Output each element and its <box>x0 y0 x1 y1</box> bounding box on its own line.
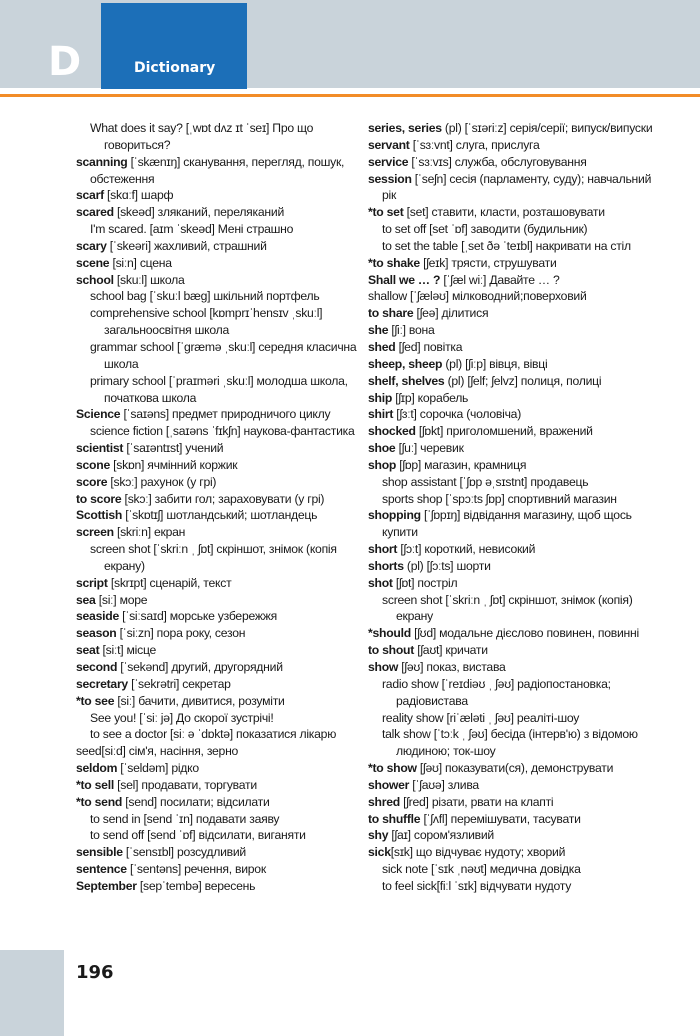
dictionary-entry <box>368 575 666 592</box>
entry-headword: service <box>368 154 409 169</box>
dictionary-entry <box>368 592 666 626</box>
entry-headword: September <box>76 878 137 893</box>
entry-definition: school bag [ˈskuːl bæg] шкільний портфель <box>90 289 320 304</box>
entry-headword: ship <box>368 390 393 405</box>
entry-definition: shallow [ˈʃæləʊ] мілководний;поверховий <box>368 289 587 304</box>
dictionary-entry <box>368 676 666 710</box>
entry-headword: scared <box>76 205 114 220</box>
entry-definition: [send] посилати; відсилати <box>122 794 270 809</box>
entry-definition: to see a doctor [siː ə ˈdɒktə] показатися лікарю <box>90 727 337 742</box>
entry-headword: Scottish <box>76 508 123 523</box>
entry-headword: to shuffle <box>368 811 421 826</box>
entry-definition: screen shot [ˈskriːn ˌ ʃɒt] скріншот, знімок (копія) екрану <box>382 592 633 624</box>
entry-definition: [siː] бачити, дивитися, розуміти <box>114 693 285 708</box>
entry-definition: [skrɪpt] сценарій, текст <box>107 575 232 590</box>
entry-definition: [ʃaɪ] сором'язливий <box>388 828 494 843</box>
dictionary-entry <box>76 659 364 676</box>
dictionary-entry <box>76 642 364 659</box>
entry-definition: primary school [ˈpraɪməri ˌskuːl] молодша школа, початкова школа <box>90 373 348 405</box>
entry-headword: Shall we … ? <box>368 272 441 287</box>
dictionary-entry <box>76 575 364 592</box>
entry-definition: (pl) [ʃiːp] вівця, вівці <box>442 356 548 371</box>
entry-headword: score <box>76 474 108 489</box>
dictionary-entry <box>368 878 666 895</box>
entry-definition: [ˈsiːsaɪd] морське узбережжя <box>118 609 278 624</box>
entry-headword: *to show <box>368 761 417 776</box>
dictionary-entry <box>76 457 364 474</box>
dictionary-entry <box>368 827 666 844</box>
dictionary-entry <box>368 440 666 457</box>
entry-headword: shower <box>368 777 410 792</box>
dictionary-entry <box>76 592 364 609</box>
entry-definition: sick note [ˈsɪk ˌnəʊt] медична довідка <box>382 862 581 877</box>
dictionary-entry <box>368 625 666 642</box>
entry-headword: second <box>76 660 118 674</box>
entry-definition: [ˈskænɪŋ] сканування, перегляд, пошук, обстеження <box>90 154 345 186</box>
entry-definition: [ʃiː] вона <box>388 323 435 338</box>
entry-headword: shy <box>368 828 389 843</box>
dictionary-entry <box>368 373 666 390</box>
page-number: 196 <box>76 962 114 983</box>
entry-headword: she <box>368 323 389 338</box>
entry-definition: [ˈʃæl wiː] Давайте … ? <box>440 272 560 287</box>
entry-headword: to share <box>368 306 414 321</box>
entry-headword: *to send <box>76 794 123 809</box>
entry-definition: sports shop [ˈspɔːts ʃɒp] спортивний магазин <box>382 491 617 506</box>
entry-headword: script <box>76 575 108 590</box>
entry-headword: shed <box>368 339 396 354</box>
entry-headword: servant <box>368 137 410 152</box>
dictionary-entry <box>368 794 666 811</box>
entry-headword: shop <box>368 457 397 472</box>
entry-headword: sheep, sheep <box>368 356 443 371</box>
entry-definition: [ʃuː] черевик <box>395 441 464 456</box>
entry-definition: [skɒn] ячмінний коржик <box>109 457 238 472</box>
entry-definition: What does it say? [ˌwɒt dʌz ɪt ˈseɪ] Про що говориться? <box>90 121 314 152</box>
dictionary-entry <box>76 726 364 743</box>
dictionary-entry <box>368 221 666 238</box>
dictionary-entry <box>368 120 666 137</box>
entry-headword: secretary <box>76 676 128 691</box>
dictionary-entry <box>368 272 666 289</box>
footer-band <box>0 950 64 1036</box>
entry-definition: [ˈsaɪəntɪst] учений <box>123 441 224 456</box>
entry-headword: sentence <box>76 862 127 877</box>
entry-definition: [ˈseldəm] рідко <box>117 761 199 776</box>
entry-definition: shop assistant [ˈʃɒp əˌsɪstnt] продавець <box>382 474 589 489</box>
entry-definition: [ʃʊd] модальне дієслово повинен, повинні <box>410 626 639 641</box>
entry-headword: session <box>368 171 412 186</box>
dictionary-entry <box>76 221 364 238</box>
dictionary-entry <box>368 507 666 541</box>
entry-definition: [ʃəʊ] показ, вистава <box>398 660 506 674</box>
entry-definition: seed[siːd] сім'я, насіння, зерно <box>76 744 239 759</box>
dictionary-entry <box>76 844 364 861</box>
entry-definition: (pl) [ʃelf; ʃelvz] полиця, полиці <box>444 373 602 388</box>
entry-definition: [set] ставити, класти, розташовувати <box>403 205 605 220</box>
entry-definition: [ˈsensɪbl] розсудливий <box>122 845 246 860</box>
entry-headword: sensible <box>76 845 123 860</box>
entry-definition: [ʃɒkt] приголомшений, вражений <box>415 424 593 439</box>
entry-definition: [ˈsiːzn] пора року, сезон <box>116 626 246 641</box>
entry-definition: [sepˈtembə] вересень <box>136 878 256 893</box>
dictionary-entry <box>76 608 364 625</box>
dictionary-entry <box>76 204 364 221</box>
dictionary-entry <box>76 406 364 423</box>
dictionary-entry <box>76 238 364 255</box>
entry-definition: See you! [ˈsiː jə] До скорої зустрічі! <box>90 710 274 725</box>
dictionary-entry <box>76 440 364 457</box>
entry-headword: sick <box>368 845 391 860</box>
dictionary-entry <box>368 726 666 760</box>
entry-headword: scary <box>76 238 107 253</box>
dictionary-entry <box>76 777 364 794</box>
entry-headword: scene <box>76 255 110 270</box>
entry-headword: scarf <box>76 188 104 203</box>
dictionary-entry <box>368 777 666 794</box>
entry-headword: shelf, shelves <box>368 373 445 388</box>
header-tab <box>101 3 247 89</box>
entry-headword: shred <box>368 794 400 809</box>
dictionary-entry <box>76 423 364 440</box>
dictionary-entry <box>368 541 666 558</box>
entry-definition: to send in [send ˈɪn] подавати заяву <box>90 811 280 826</box>
dictionary-entry <box>368 406 666 423</box>
entry-headword: to score <box>76 491 122 506</box>
dictionary-entry <box>76 288 364 305</box>
dictionary-entry <box>76 811 364 828</box>
entry-definition: [ʃɒp] магазин, крамниця <box>396 457 527 472</box>
entry-definition: [ˈʃʌfl] перемішувати, тасувати <box>420 811 581 826</box>
entry-definition: [ˈsɜːvnt] слуга, прислуга <box>409 137 540 152</box>
entry-headword: sea <box>76 592 96 607</box>
entry-definition: [ˈʃɒpɪŋ] відвідання магазину, щоб щось купити <box>382 508 632 540</box>
entry-definition: comprehensive school [kɒmprɪˈhensɪv ˌskuːl] загальноосвітня школа <box>90 306 323 338</box>
header-divider <box>0 94 700 97</box>
left-column <box>76 120 364 895</box>
entry-definition: [ˈsaɪəns] предмет природничого циклу <box>120 407 331 422</box>
dictionary-entry <box>368 204 666 221</box>
entry-definition: [skɔː] рахунок (у грі) <box>107 474 217 489</box>
entry-headword: shocked <box>368 424 416 439</box>
dictionary-entry <box>76 373 364 407</box>
dictionary-entry <box>76 187 364 204</box>
dictionary-entry <box>76 760 364 777</box>
dictionary-entry <box>76 524 364 541</box>
dictionary-entry <box>76 693 364 710</box>
dictionary-entry <box>368 238 666 255</box>
entry-definition: [ˈsekrətri] секретар <box>127 676 231 691</box>
dictionary-entry <box>368 811 666 828</box>
entry-definition: to feel sick[fiːl ˈsɪk] відчувати нудоту <box>382 878 572 893</box>
entry-headword: *to see <box>76 693 115 708</box>
entry-headword: screen <box>76 525 114 540</box>
entry-definition: [ˈskɒtɪʃ] шотландський; шотландець <box>122 508 318 523</box>
entry-headword: Science <box>76 407 121 422</box>
entry-headword: *should <box>368 626 411 641</box>
dictionary-entry <box>76 710 364 727</box>
entry-headword: shirt <box>368 407 394 422</box>
entry-definition: [skuːl] школа <box>113 272 185 287</box>
entry-definition: screen shot [ˈskriːn ˌ ʃɒt] скріншот, знімок (копія екрану) <box>90 542 337 573</box>
entry-definition: [sel] продавати, торгувати <box>113 777 257 792</box>
entry-headword: seldom <box>76 761 118 776</box>
dictionary-entry <box>368 356 666 373</box>
dictionary-entry <box>76 491 364 508</box>
dictionary-entry <box>368 642 666 659</box>
dictionary-entry <box>368 844 666 861</box>
dictionary-entry <box>76 743 364 760</box>
dictionary-entry <box>76 878 364 895</box>
entry-definition: [skɑːf] шарф <box>103 188 174 203</box>
dictionary-entry <box>76 255 364 272</box>
dictionary-entry <box>368 255 666 272</box>
page-title: Dictionary <box>134 60 216 76</box>
entry-definition: [ʃɔːt] короткий, невисокий <box>397 542 536 557</box>
entry-definition: radio show [ˈreɪdiəʊ ˌ ʃəʊ] радіопостановка; радіовистава <box>382 676 611 708</box>
dictionary-entry <box>368 171 666 205</box>
dictionary-entry <box>368 457 666 474</box>
dictionary-entry <box>368 659 666 676</box>
entry-headword: school <box>76 272 114 287</box>
entry-definition: [skeəd] зляканий, переляканий <box>113 205 285 220</box>
entry-definition: [ʃɜːt] сорочка (чоловіча) <box>393 407 522 422</box>
dictionary-entry <box>76 305 364 339</box>
entry-definition: [ʃɒt] постріл <box>392 575 458 590</box>
dictionary-entry <box>76 861 364 878</box>
entry-headword: short <box>368 542 398 557</box>
dictionary-entry <box>76 507 364 524</box>
section-letter: D <box>48 39 82 85</box>
dictionary-entry <box>76 625 364 642</box>
dictionary-entry <box>368 339 666 356</box>
entry-headword: to shout <box>368 643 415 658</box>
dictionary-entry <box>368 322 666 339</box>
entry-definition: [ʃred] різати, рвати на клапті <box>399 794 554 809</box>
entry-definition: [ˈseʃn] сесія (парламенту, суду); навчальний рік <box>382 171 652 203</box>
dictionary-entry <box>368 710 666 727</box>
dictionary-entry <box>76 827 364 844</box>
entry-definition: to set the table [ˌset ðə ˈteɪbl] накривати на стіл <box>382 238 631 253</box>
entry-headword: *to shake <box>368 255 420 270</box>
dictionary-entry <box>368 760 666 777</box>
entry-headword: *to sell <box>76 777 114 792</box>
entry-headword: scientist <box>76 441 124 456</box>
entry-definition: to set off [set ˈɒf] заводити (будильник) <box>382 222 588 237</box>
entry-headword: series, series <box>368 121 442 135</box>
dictionary-entry <box>76 474 364 491</box>
entry-definition: to send off [send ˈɒf] відсилати, виганяти <box>90 828 306 843</box>
entry-headword: shorts <box>368 558 404 573</box>
dictionary-entry <box>368 861 666 878</box>
entry-headword: seaside <box>76 609 119 624</box>
entry-headword: *to set <box>368 205 404 220</box>
entry-headword: scanning <box>76 154 128 169</box>
dictionary-entry <box>368 423 666 440</box>
dictionary-entry <box>76 794 364 811</box>
entry-definition: (pl) [ʃɔːts] шорти <box>403 558 491 573</box>
dictionary-entry <box>368 137 666 154</box>
dictionary-entry <box>76 154 364 188</box>
entry-definition: [skɔː] забити гол; зараховувати (у грі) <box>121 491 325 506</box>
entry-headword: shot <box>368 575 393 590</box>
entry-definition: I'm scared. [aɪm ˈskeəd] Мені страшно <box>90 222 294 237</box>
dictionary-entry <box>76 339 364 373</box>
entry-definition: [ˈskeəri] жахливий, страшний <box>106 238 267 253</box>
entry-definition: [ˈʃaʊə] злива <box>409 777 479 792</box>
entry-definition: [siːn] сцена <box>109 255 172 270</box>
entry-definition: [ˈsekənd] другий, другорядний <box>117 660 283 674</box>
entry-definition: [siːt] місце <box>99 643 157 658</box>
entry-definition: [ʃed] повітка <box>395 339 463 354</box>
entry-headword: season <box>76 626 117 641</box>
entry-definition: [ʃaʊt] кричати <box>414 643 488 658</box>
entry-definition: reality show [riˈæləti ˌ ʃəʊ] реаліті-шоу <box>382 710 580 725</box>
dictionary-entry <box>368 305 666 322</box>
entry-headword: show <box>368 660 399 674</box>
dictionary-entry <box>368 390 666 407</box>
dictionary-entry <box>76 272 364 289</box>
entry-headword: scone <box>76 457 110 472</box>
entry-definition: [ʃɪp] корабель <box>392 390 469 405</box>
dictionary-entry <box>76 541 364 575</box>
entry-headword: shoe <box>368 441 396 456</box>
dictionary-entry <box>368 558 666 575</box>
entry-definition: [siː] море <box>95 592 148 607</box>
entry-headword: seat <box>76 643 100 658</box>
entry-definition: science fiction [ˌsaɪəns ˈfɪkʃn] наукова-фантастика <box>90 424 355 439</box>
entry-definition: [ˈsɜːvɪs] служба, обслуговування <box>408 154 587 169</box>
entry-definition: [sɪk] що відчуває нудоту; хворий <box>390 845 566 860</box>
entry-definition: [ˈsentəns] речення, вирок <box>126 862 266 877</box>
dictionary-entry <box>368 154 666 171</box>
right-column <box>368 120 666 895</box>
entry-definition: (pl) [ˈsɪəriːz] серія/серії; випуск/випуски <box>441 121 653 135</box>
dictionary-entry <box>368 491 666 508</box>
dictionary-entry <box>76 120 364 154</box>
entry-definition: grammar school [ˈgræmə ˌskuːl] середня класична школа <box>90 339 357 371</box>
entry-definition: [skriːn] екран <box>113 525 186 540</box>
dictionary-entry <box>76 676 364 693</box>
dictionary-entry <box>368 474 666 491</box>
entry-definition: talk show [ˈtɔːk ˌ ʃəʊ] бесіда (інтерв'ю) з відомою людиною; ток-шоу <box>382 727 638 759</box>
entry-definition: [ʃəʊ] показувати(ся), демонструвати <box>416 761 614 776</box>
dictionary-entry <box>368 288 666 305</box>
entry-definition: [ʃeə] ділитися <box>413 306 489 321</box>
entry-definition: [ʃeɪk] трясти, струшувати <box>419 255 557 270</box>
entry-headword: shopping <box>368 508 421 523</box>
